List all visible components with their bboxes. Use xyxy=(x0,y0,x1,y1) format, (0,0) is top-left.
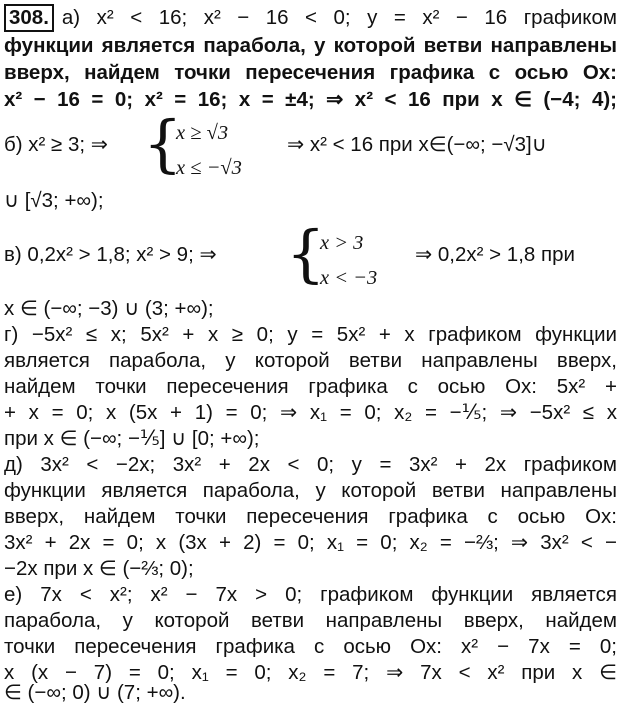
system-v-row1: x > 3 xyxy=(320,232,364,254)
line-e3: точки пересечения графика с осью Ox: x² − 7x = 0; xyxy=(4,635,617,658)
line-g1: г) −5x² ≤ x; 5x² + x ≥ 0; y = 5x² + x графиком функции xyxy=(4,323,617,346)
line-e2: парабола, у которой ветви направлены вверх, найдем xyxy=(4,609,617,632)
line-g2: является парабола, у которой ветви направлены вверх, xyxy=(4,349,617,372)
line-d1: д) 3x² < −2x; 3x² + 2x < 0; y = 3x² + 2x графиком xyxy=(4,453,617,476)
line-a2: функции является парабола, у которой ветви направлены xyxy=(4,34,617,57)
system-b xyxy=(0,107,621,180)
line-g3: найдем точки пересечения графика с осью Ox: 5x² + xyxy=(4,375,617,398)
line-d5: −2x при x ∈ (−⅔; 0); xyxy=(4,557,194,580)
line-d2: функции является парабола, у которой ветви направлены xyxy=(4,479,617,502)
system-v-result: ⇒ 0,2x² > 1,8 при xyxy=(415,243,575,266)
system-b-brace: { xyxy=(143,107,183,180)
system-v xyxy=(0,217,621,290)
system-b-prefix: б) x² ≥ 3; ⇒ xyxy=(4,133,108,156)
line-e5: ∈ (−∞; 0) ∪ (7; +∞). xyxy=(4,681,186,704)
line-d4: 3x² + 2x = 0; x (3x + 2) = 0; x₁ = 0; x₂ = −⅔; ⇒ 3x² < − xyxy=(4,531,617,554)
system-b-result: ⇒ x² < 16 при x∈(−∞; −√3]∪ xyxy=(287,133,547,156)
line-g5: при x ∈ (−∞; −⅕] ∪ [0; +∞); xyxy=(4,427,260,450)
system-v-row2: x < −3 xyxy=(320,267,378,289)
line-e1: е) 7x < x²; x² − 7x > 0; графиком функции является xyxy=(4,583,617,606)
line-e4: x (x − 7) = 0; x₁ = 0; x₂ = 7; ⇒ 7x < x² при x ∈ xyxy=(4,661,617,684)
line-a3: вверх, найдем точки пересечения графика с осью Ox: xyxy=(4,61,617,84)
line-a4: x² − 16 = 0; x² = 16; x = ±4; ⇒ x² < 16 при x ∈ (−4; 4); xyxy=(4,88,617,111)
line-b-cont: ∪ [√3; +∞); xyxy=(4,189,104,212)
system-b-row2: x ≤ −√3 xyxy=(176,157,242,179)
line-a1-text: а) x² < 16; x² − 16 < 0; y = x² − 16 графиком xyxy=(61,6,617,29)
line-v-cont: x ∈ (−∞; −3) ∪ (3; +∞); xyxy=(4,297,214,320)
line-d3: вверх, найдем точки пересечения графика с осью Ox: xyxy=(4,505,617,528)
system-v-brace: { xyxy=(286,217,326,290)
line-a1 xyxy=(4,4,617,32)
system-v-prefix: в) 0,2x² > 1,8; x² > 9; ⇒ xyxy=(4,243,217,266)
problem-number: 308. xyxy=(4,4,54,32)
system-b-row1: x ≥ √3 xyxy=(176,122,229,144)
line-g4: + x = 0; x (5x + 1) = 0; ⇒ x₁ = 0; x₂ = −⅕; ⇒ −5x² ≤ x xyxy=(4,401,617,424)
